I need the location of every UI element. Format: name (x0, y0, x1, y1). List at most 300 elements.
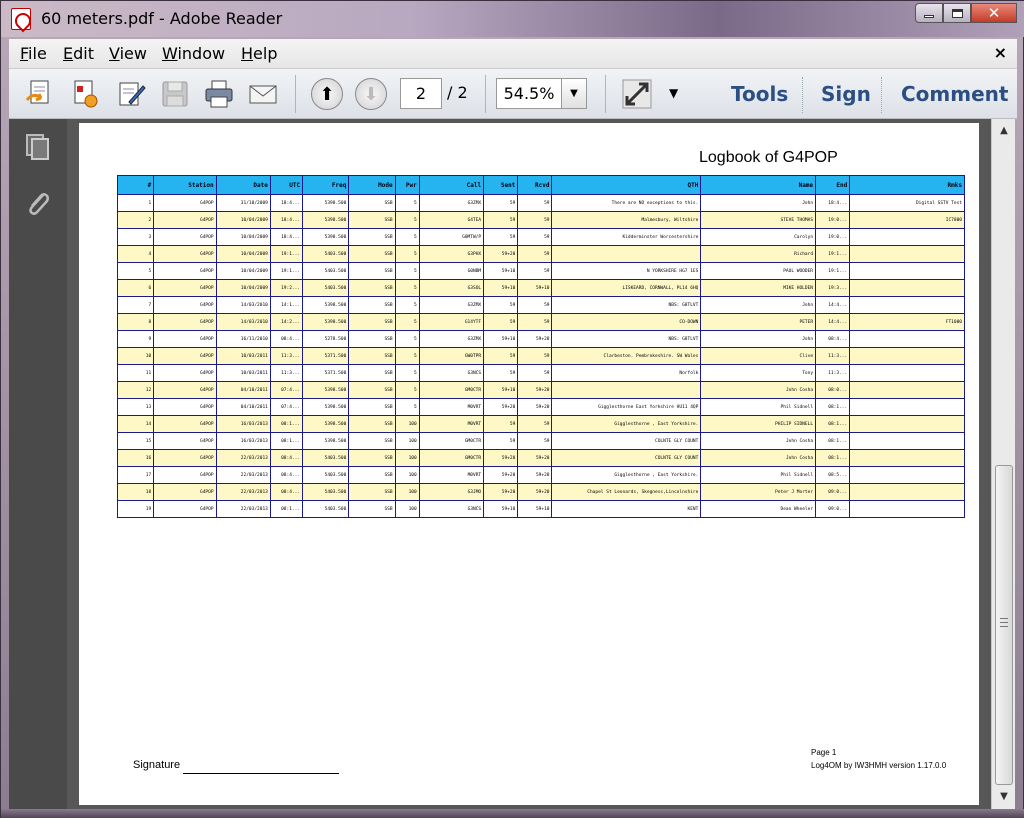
table-row (118, 450, 965, 467)
table-cell: 100 (395, 416, 419, 433)
scroll-thumb[interactable] (995, 465, 1013, 785)
column-header: QTH (552, 176, 701, 195)
table-cell: 59+10 (484, 382, 518, 399)
table-cell: G0MTW/P (419, 229, 483, 246)
toolbar-separator (881, 77, 882, 113)
table-cell: 100 (395, 450, 419, 467)
table-cell: 59 (518, 263, 552, 280)
table-cell (552, 246, 701, 263)
table-cell: 22/03/2013 (216, 450, 270, 467)
table-cell (552, 382, 701, 399)
table-cell: SSB (349, 365, 395, 382)
table-cell: Malmesbury, Wiltshire (552, 212, 701, 229)
table-cell: GM0CTR (419, 382, 483, 399)
table-cell: 08:5... (816, 467, 850, 484)
table-cell: G4POP (154, 450, 216, 467)
table-cell: 10/04/2009 (216, 263, 270, 280)
table-cell: G3NCS (419, 365, 483, 382)
table-row (118, 297, 965, 314)
table-cell: 5403.500 (303, 450, 349, 467)
table-cell: 59+20 (518, 467, 552, 484)
table-cell: G4POP (154, 348, 216, 365)
table-header-row (118, 176, 965, 195)
table-cell: 14:4... (816, 297, 850, 314)
table-cell: SSB (349, 484, 395, 501)
table-row (118, 348, 965, 365)
table-cell: 7 (118, 297, 154, 314)
table-row (118, 212, 965, 229)
table-cell: N YORKSHIRE HG7 1ES (552, 263, 701, 280)
table-cell: 5 (395, 297, 419, 314)
table-cell: 59+10 (484, 263, 518, 280)
table-cell: Carolyn (701, 229, 816, 246)
table-cell: 09:0... (816, 501, 850, 518)
toolbar-separator (295, 75, 296, 113)
column-header: Name (701, 176, 816, 195)
table-cell: G4POP (154, 195, 216, 212)
table-cell: 16/11/2010 (216, 331, 270, 348)
table-cell: G4POP (154, 365, 216, 382)
table-cell: 59 (518, 416, 552, 433)
table-cell: CO-DOWN (552, 314, 701, 331)
table-row (118, 433, 965, 450)
column-header: Rmks (850, 176, 965, 195)
table-cell: G3ZMX (419, 195, 483, 212)
table-cell: 14:4... (816, 314, 850, 331)
table-cell (850, 382, 965, 399)
table-cell: 6 (118, 280, 154, 297)
table-cell: 59 (518, 229, 552, 246)
menu-file[interactable] (20, 44, 47, 63)
table-cell: G4POP (154, 501, 216, 518)
table-cell: Clarbeston. Pembrokeshire. SW Wales (552, 348, 701, 365)
arrow-up-icon: ⬆ (319, 83, 335, 105)
chevron-down-icon: ▼ (570, 88, 578, 99)
previous-page-button[interactable] (311, 78, 343, 110)
table-cell: 08:1... (816, 416, 850, 433)
table-cell: Gigglesthorne , East Yorkshire. (552, 416, 701, 433)
table-cell: 59 (484, 314, 518, 331)
table-cell: Chapel St Leonards, Skegness,Lincolnshire (552, 484, 701, 501)
table-cell: 07:4... (270, 382, 302, 399)
table-cell: Clive (701, 348, 816, 365)
table-cell: 19:1... (816, 246, 850, 263)
table-cell: 18:4... (270, 195, 302, 212)
scroll-up-arrow[interactable] (992, 121, 1016, 141)
table-cell: SSB (349, 229, 395, 246)
table-cell: SSB (349, 263, 395, 280)
table-cell: 10/03/2011 (216, 365, 270, 382)
minimize-icon (924, 15, 934, 18)
table-cell: SSB (349, 297, 395, 314)
table-cell: SSB (349, 416, 395, 433)
column-header: Sent (484, 176, 518, 195)
vertical-scrollbar[interactable] (991, 119, 1015, 809)
footer-version: Log4OM by IW3HMH version 1.17.0.0 (811, 761, 947, 770)
table-cell: 07:4... (270, 399, 302, 416)
table-cell: Dean Wheeler (701, 501, 816, 518)
scroll-down-arrow[interactable] (992, 787, 1016, 807)
table-cell: GM0CTR (419, 450, 483, 467)
table-cell: M0VRT (419, 399, 483, 416)
table-cell: 19:1... (816, 263, 850, 280)
table-row (118, 416, 965, 433)
column-header: UTC (270, 176, 302, 195)
table-cell: G4POP (154, 484, 216, 501)
menu-edit-mnemonic: E (63, 44, 74, 63)
menu-view[interactable] (109, 44, 147, 63)
zoom-dropdown-button[interactable] (561, 78, 587, 109)
table-row (118, 280, 965, 297)
table-cell: 5398.500 (303, 297, 349, 314)
table-cell: 5403.500 (303, 484, 349, 501)
table-cell: 04/10/2011 (216, 399, 270, 416)
menu-file-label: ile (28, 44, 47, 63)
table-cell: 5403.500 (303, 246, 349, 263)
table-cell: M0VRT (419, 416, 483, 433)
menu-help-label: elp (253, 44, 278, 63)
table-cell: 59 (518, 212, 552, 229)
menu-edit-label: dit (73, 44, 94, 63)
table-cell: 11:3... (270, 348, 302, 365)
table-cell: John (701, 331, 816, 348)
table-cell: 5 (118, 263, 154, 280)
table-cell: 5 (395, 331, 419, 348)
table-cell: 100 (395, 501, 419, 518)
minimize-button[interactable] (915, 3, 943, 23)
table-cell: 3 (118, 229, 154, 246)
table-cell: G4POP (154, 212, 216, 229)
table-cell: 10/03/2011 (216, 348, 270, 365)
fit-options-dropdown[interactable] (669, 86, 678, 100)
maximize-button[interactable] (943, 3, 971, 23)
menu-view-mnemonic: V (109, 44, 120, 63)
table-cell: 19:1... (270, 246, 302, 263)
table-cell: G4POP (154, 416, 216, 433)
menu-window-mnemonic: W (162, 44, 178, 63)
table-cell: G0NBM (419, 263, 483, 280)
table-cell: 08:1... (270, 416, 302, 433)
table-cell: G3SOL (419, 280, 483, 297)
table-cell (850, 348, 965, 365)
grip-icon (1000, 618, 1008, 627)
table-cell: G4POP (154, 297, 216, 314)
document-area[interactable] (67, 119, 991, 809)
table-cell: NBS: G8TLVT (552, 297, 701, 314)
table-cell: 5 (395, 212, 419, 229)
table-cell: 5398.500 (303, 416, 349, 433)
table-cell: 5 (395, 280, 419, 297)
table-cell: 19:2... (270, 280, 302, 297)
table-cell: 11:3... (270, 365, 302, 382)
table-cell: 08:1... (816, 433, 850, 450)
table-cell: 59 (484, 297, 518, 314)
table-cell: GW0TPR (419, 348, 483, 365)
table-cell: 22/03/2013 (216, 501, 270, 518)
table-cell: 59 (484, 433, 518, 450)
table-cell: 08:4... (270, 484, 302, 501)
zoom-input[interactable]: 54.5% (496, 78, 562, 109)
table-cell: Tony (701, 365, 816, 382)
column-header: # (118, 176, 154, 195)
table-cell (850, 297, 965, 314)
table-cell: John (701, 297, 816, 314)
fit-window-icon[interactable] (621, 78, 653, 110)
menu-help[interactable] (241, 44, 277, 63)
window-title: 60 meters.pdf - Adobe Reader (41, 9, 283, 28)
table-cell: FT1000 (850, 314, 965, 331)
table-row (118, 331, 965, 348)
page-total-label: / 2 (447, 83, 468, 102)
table-row (118, 314, 965, 331)
sign-button[interactable]: Sign (821, 82, 871, 106)
table-cell: Phil Sidnell (701, 399, 816, 416)
table-cell: There are NO exceptions to this. (552, 195, 701, 212)
table-cell: MIKE HOLDEN (701, 280, 816, 297)
table-cell: 59 (484, 212, 518, 229)
chevron-down-icon: ▼ (669, 86, 679, 100)
table-row (118, 246, 965, 263)
table-cell: 14:1... (270, 297, 302, 314)
table-cell: KENT (552, 501, 701, 518)
table-cell: 08:4... (270, 450, 302, 467)
table-cell: John (701, 195, 816, 212)
table-cell: 100 (395, 467, 419, 484)
open-file-icon[interactable] (23, 78, 55, 110)
table-cell: 59+20 (484, 399, 518, 416)
table-cell: SSB (349, 399, 395, 416)
navigation-pane (9, 119, 67, 809)
toolbar-separator (485, 75, 486, 113)
table-cell: 59+10 (484, 501, 518, 518)
table-cell: G4POP (154, 263, 216, 280)
table-cell: 5 (395, 263, 419, 280)
table-cell (850, 331, 965, 348)
pdf-app-icon (11, 8, 31, 30)
title-bar[interactable] (1, 1, 1024, 37)
table-cell: Gigglesthorne , East Yorkshire. (552, 467, 701, 484)
table-cell: 100 (395, 484, 419, 501)
toolbar (9, 69, 1017, 119)
table-cell: 18:4... (816, 195, 850, 212)
table-cell: SSB (349, 501, 395, 518)
table-cell: 59 (518, 195, 552, 212)
table-cell: 08:1... (270, 433, 302, 450)
column-header: Freq (303, 176, 349, 195)
table-cell: 08:4... (270, 331, 302, 348)
page-thumbnails-icon[interactable] (23, 131, 53, 161)
table-cell: SSB (349, 348, 395, 365)
table-cell: 5403.500 (303, 263, 349, 280)
menu-window[interactable] (162, 44, 225, 63)
table-cell (850, 365, 965, 382)
close-document-button[interactable]: × (993, 43, 1007, 62)
table-cell: 31/10/2009 (216, 195, 270, 212)
table-cell: G4POP (154, 399, 216, 416)
table-cell (850, 263, 965, 280)
table-cell: 16/03/2013 (216, 416, 270, 433)
menu-view-label: iew (119, 44, 147, 63)
table-cell (850, 229, 965, 246)
table-cell: 59 (484, 348, 518, 365)
column-header: Station (154, 176, 216, 195)
signature-line (183, 773, 339, 774)
table-cell: G4POP (154, 246, 216, 263)
tools-button[interactable]: Tools (731, 82, 789, 106)
table-cell: G4TEA (419, 212, 483, 229)
next-page-button[interactable] (355, 78, 387, 110)
column-header: End (816, 176, 850, 195)
table-cell: G4POP (154, 467, 216, 484)
table-cell: 14/03/2010 (216, 297, 270, 314)
table-cell: Norfolk (552, 365, 701, 382)
column-header: Pwr (395, 176, 419, 195)
table-cell: 59 (484, 229, 518, 246)
table-cell: 5398.500 (303, 433, 349, 450)
table-cell: 13 (118, 399, 154, 416)
table-cell: 11:3... (816, 365, 850, 382)
logbook-table (117, 175, 965, 518)
arrow-down-icon: ⬇ (363, 83, 379, 105)
table-cell: 22/03/2013 (216, 484, 270, 501)
table-cell: PHILIP SIDNELL (701, 416, 816, 433)
table-cell (850, 501, 965, 518)
table-cell: M0VRT (419, 467, 483, 484)
table-cell: 14/03/2010 (216, 314, 270, 331)
table-cell: 5 (395, 348, 419, 365)
table-cell: 12 (118, 382, 154, 399)
table-cell: G3NCS (419, 501, 483, 518)
table-cell: 59+10 (484, 331, 518, 348)
triangle-down-icon: ▼ (1000, 791, 1008, 802)
table-cell: 5398.500 (303, 229, 349, 246)
column-header: Date (216, 176, 270, 195)
table-cell: G14YTF (419, 314, 483, 331)
attachments-icon[interactable] (23, 189, 53, 219)
comment-button[interactable]: Comment (901, 82, 1009, 106)
toolbar-separator (802, 77, 803, 113)
table-cell: 59 (518, 433, 552, 450)
table-cell: SSB (349, 382, 395, 399)
table-cell: G4POP (154, 382, 216, 399)
table-cell: 5 (395, 246, 419, 263)
table-cell: 59 (484, 365, 518, 382)
save-icon[interactable] (159, 78, 191, 110)
table-cell: COLNTE GLY COUNT (552, 450, 701, 467)
table-cell: 5398.500 (303, 382, 349, 399)
table-cell: 8 (118, 314, 154, 331)
table-cell: 59+20 (484, 246, 518, 263)
table-cell: 5398.500 (303, 212, 349, 229)
table-row (118, 229, 965, 246)
menu-file-mnemonic: F (20, 44, 29, 63)
table-cell: 5 (395, 399, 419, 416)
table-cell: 08:4... (816, 331, 850, 348)
table-cell: 19:3... (816, 280, 850, 297)
table-cell: 5398.500 (303, 195, 349, 212)
table-cell: John Cosha (701, 450, 816, 467)
close-icon: ✕ (987, 4, 1001, 22)
table-cell (850, 399, 965, 416)
table-cell: 19:0... (816, 229, 850, 246)
table-cell: G3JMO (419, 484, 483, 501)
table-cell: 04/10/2011 (216, 382, 270, 399)
menu-edit[interactable] (63, 44, 94, 63)
close-button[interactable] (971, 3, 1017, 23)
maximize-icon (952, 9, 963, 18)
table-cell: 5 (395, 314, 419, 331)
print-icon[interactable] (203, 78, 235, 110)
table-cell: 08:1... (816, 450, 850, 467)
menu-help-mnemonic: H (241, 44, 254, 63)
table-cell: 59+20 (518, 399, 552, 416)
menu-bar (9, 39, 1017, 69)
email-icon[interactable] (247, 78, 279, 110)
table-cell: 59+20 (484, 467, 518, 484)
window-bottom-frame (1, 809, 1024, 818)
page-number-input[interactable]: 2 (400, 78, 442, 109)
table-cell (850, 450, 965, 467)
table-cell: PAUL WOODER (701, 263, 816, 280)
table-cell: 59 (518, 314, 552, 331)
table-cell: 18:4... (270, 229, 302, 246)
table-cell: SSB (349, 280, 395, 297)
table-cell: 59+20 (518, 382, 552, 399)
table-cell: 59 (518, 365, 552, 382)
logbook-title: Logbook of G4POP (699, 149, 838, 166)
footer-page-number: Page 1 (811, 748, 837, 757)
table-cell: 10/04/2009 (216, 229, 270, 246)
table-cell: 14 (118, 416, 154, 433)
table-cell: SSB (349, 331, 395, 348)
table-cell: 59 (484, 195, 518, 212)
table-cell: 59+20 (518, 450, 552, 467)
table-cell: 10/04/2009 (216, 280, 270, 297)
table-cell: 5403.500 (303, 467, 349, 484)
table-cell: STEVE THOMAS (701, 212, 816, 229)
table-cell: 15 (118, 433, 154, 450)
table-cell: Digital SSTV Test (850, 195, 965, 212)
table-cell: 18:4... (270, 212, 302, 229)
table-cell: 08:1... (270, 501, 302, 518)
table-cell (850, 246, 965, 263)
table-cell: G4POP (154, 280, 216, 297)
table-row (118, 484, 965, 501)
table-cell: 19:0... (816, 212, 850, 229)
triangle-up-icon: ▲ (1000, 125, 1008, 136)
table-cell: 4 (118, 246, 154, 263)
table-row (118, 195, 965, 212)
table-cell: 59 (518, 297, 552, 314)
table-cell: 5 (395, 382, 419, 399)
table-row (118, 501, 965, 518)
table-cell: G4POP (154, 433, 216, 450)
create-pdf-icon[interactable] (69, 78, 101, 110)
table-row (118, 263, 965, 280)
table-cell: G4POP (154, 331, 216, 348)
table-cell: 10/04/2009 (216, 246, 270, 263)
table-cell: 59 (518, 348, 552, 365)
table-cell: 59+20 (484, 484, 518, 501)
table-cell: SSB (349, 195, 395, 212)
table-cell: G3PHX (419, 246, 483, 263)
window-controls (915, 3, 1017, 23)
table-cell: G4POP (154, 314, 216, 331)
table-cell: SSB (349, 212, 395, 229)
edit-icon[interactable] (115, 78, 147, 110)
toolbar-separator (605, 75, 606, 113)
table-cell: 59+10 (484, 280, 518, 297)
